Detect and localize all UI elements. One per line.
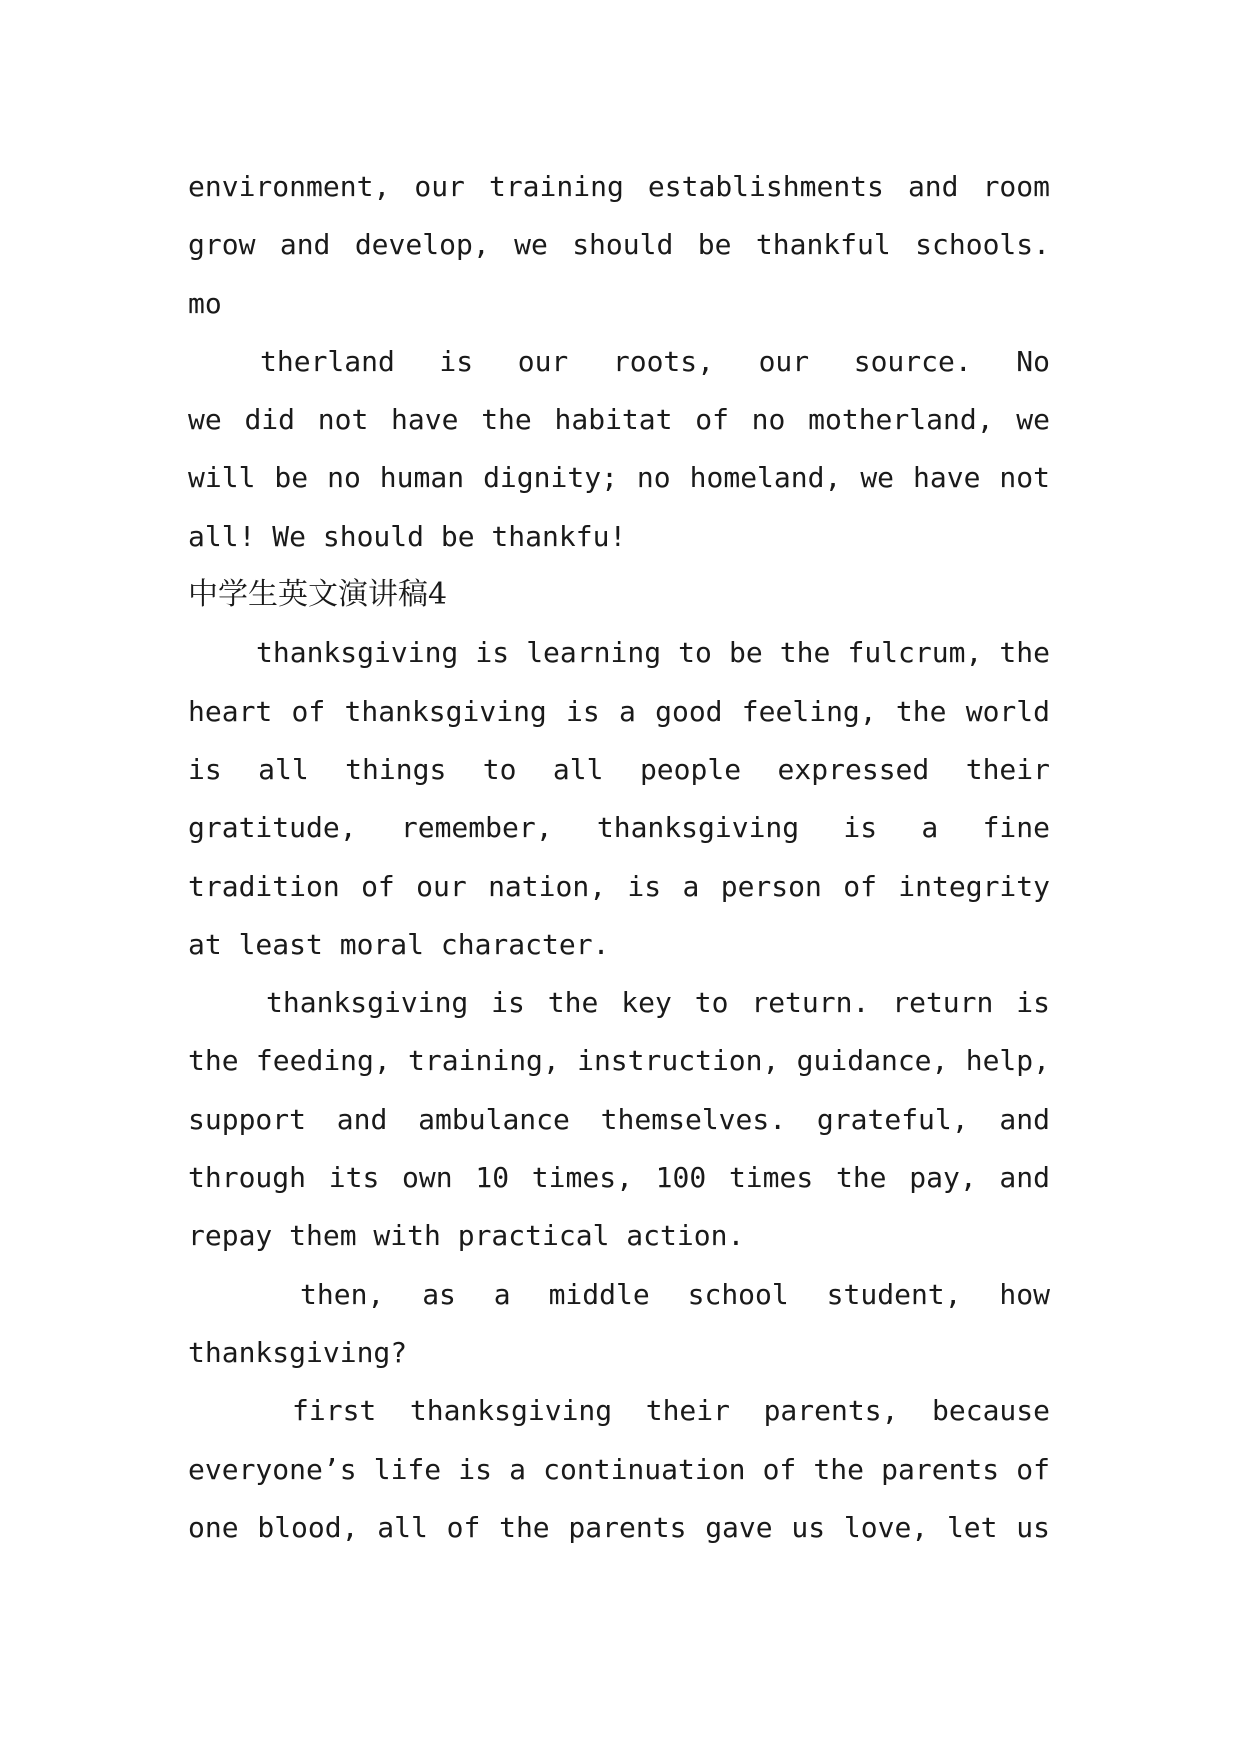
text-line: thanksgiving is learning to be the fulcrum, the <box>256 636 1050 670</box>
text-line: environment, our training establishments and room <box>188 170 1050 203</box>
text-line: tradition of our nation, is a person of integrity <box>188 869 1050 903</box>
text-line: is all things to all people expressed their <box>188 752 1050 786</box>
text-line: through its own 10 times, 100 times the pay, and <box>188 1161 1050 1195</box>
text-line: therland is our roots, our source. No <box>260 344 1050 378</box>
document-page <box>188 158 1050 1557</box>
text-line: one blood, all of the parents gave us love, let us <box>188 1510 1050 1544</box>
text-line: then, as a middle school student, how <box>300 1277 1050 1311</box>
text-line: thanksgiving? <box>188 1335 408 1369</box>
text-line: repay them with practical action. <box>188 1219 745 1253</box>
text-line: thanksgiving is the key to return. return is <box>266 986 1050 1020</box>
text-line: mo <box>188 286 222 320</box>
text-line: gratitude, remember, thanksgiving is a fine <box>188 811 1050 845</box>
text-line: all! We should be thankfu! <box>188 519 627 553</box>
text-line: we did not have the habitat of no motherland, we <box>188 403 1050 437</box>
section-heading: 中学生英文演讲稿4 <box>188 577 448 613</box>
text-line: first thanksgiving their parents, because <box>292 1394 1050 1428</box>
text-line: the feeding, training, instruction, guidance, help, <box>188 1044 1050 1078</box>
text-line: heart of thanksgiving is a good feeling, the world <box>188 694 1050 728</box>
text-line: will be no human dignity; no homeland, we have not <box>188 461 1050 495</box>
text-line: support and ambulance themselves. grateful, and <box>188 1102 1050 1136</box>
text-line: grow and develop, we should be thankful schools. <box>188 228 1050 262</box>
text-line: at least moral character. <box>188 927 610 961</box>
text-line: everyone’s life is a continuation of the parents of <box>188 1452 1050 1486</box>
